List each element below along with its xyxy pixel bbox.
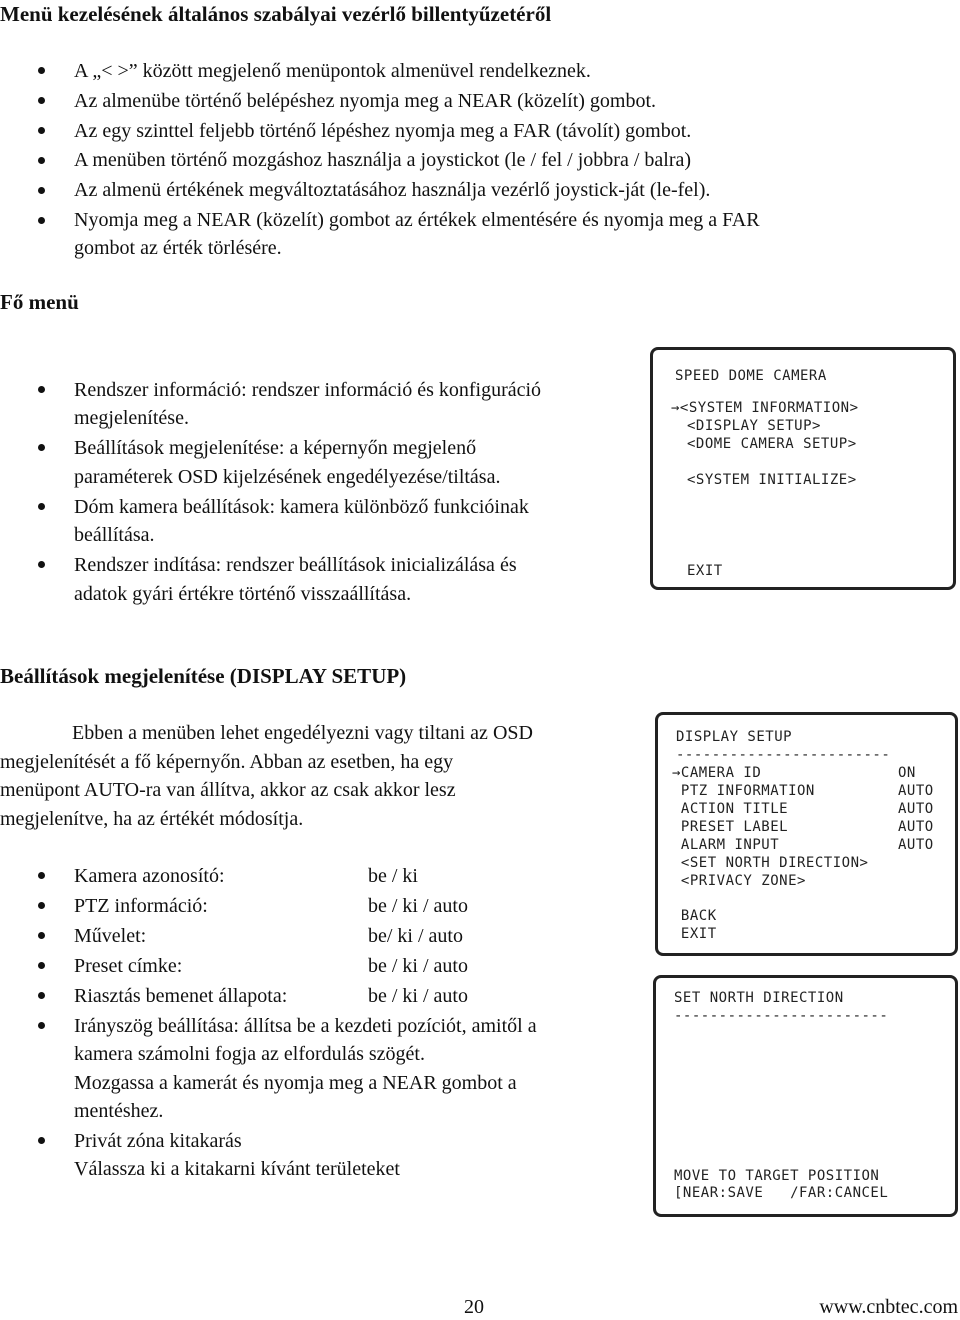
main-menu-item-3-cont: beállítása. [74, 524, 155, 546]
main-menu-item-2-cont: paraméterek OSD kijelzésének engedélyezése/tiltása. [74, 466, 501, 488]
bullet [38, 1022, 45, 1029]
page-number: 20 [464, 1296, 484, 1318]
option-value: be / ki [368, 865, 418, 887]
option-label: PTZ információ: [74, 895, 208, 917]
option-label: Riasztás bemenet állapota: [74, 985, 288, 1007]
option-value: be / ki / auto [368, 985, 468, 1007]
screen-row-value: AUTO [898, 837, 934, 853]
screen-title: SPEED DOME CAMERA [675, 368, 827, 384]
bullet [38, 561, 45, 568]
main-menu-item-1: Rendszer információ: rendszer információ és konfiguráció [74, 379, 542, 401]
bullet [38, 157, 45, 164]
display-setup-screen [655, 712, 958, 956]
option-value: be / ki / auto [368, 955, 468, 977]
screen-row-label: PRESET LABEL [672, 819, 789, 835]
bullet [38, 902, 45, 909]
screen-exit: EXIT [687, 563, 723, 579]
rule-item-3: Az egy szinttel feljebb történő lépéshez nyomja meg a FAR (távolít) gombot. [74, 120, 692, 142]
privacy-line-1: Privát zóna kitakarás [74, 1130, 242, 1152]
screen-row-label: →CAMERA ID [672, 765, 762, 781]
screen-submenu: <SET NORTH DIRECTION> [672, 855, 869, 871]
section-title-menu-rules: Menü kezelésének általános szabályai vezérlő billentyűzetéről [0, 2, 552, 26]
rule-item-2: Az almenübe történő belépéshez nyomja meg a NEAR (közelít) gombot. [74, 90, 657, 112]
intro-line-2: megjelenítését a fő képernyőn. Abban az esetben, ha egy [0, 751, 454, 773]
bullet [38, 503, 45, 510]
section-title-display-setup: Beállítások megjelenítése (DISPLAY SETUP) [0, 664, 407, 688]
screen-row-label: ALARM INPUT [672, 837, 780, 853]
direction-line-3: Mozgassa a kamerát és nyomja meg a NEAR gombot a [74, 1072, 517, 1094]
bullet [38, 992, 45, 999]
intro-line-3: menüpont AUTO-ra van állítva, akkor az csak akkor lesz [0, 779, 456, 801]
screen-divider: ------------------------ [674, 1008, 889, 1024]
screen-row-value: AUTO [898, 801, 934, 817]
main-menu-item-4: Rendszer indítása: rendszer beállítások inicializálása és [74, 554, 517, 576]
screen-item: <SYSTEM INITIALIZE> [687, 472, 857, 488]
screen-row-value: AUTO [898, 819, 934, 835]
screen-item: <DISPLAY SETUP> [687, 418, 821, 434]
direction-line-4: mentéshez. [74, 1100, 164, 1122]
section-title-main-menu: Fő menü [0, 290, 79, 314]
set-north-direction-screen [653, 975, 958, 1217]
main-menu-item-2: Beállítások megjelenítése: a képernyőn megjelenő [74, 437, 477, 459]
bullet [38, 386, 45, 393]
screen-title: DISPLAY SETUP [676, 729, 793, 745]
option-value: be/ ki / auto [368, 925, 463, 947]
bullet [38, 67, 45, 74]
screen-row-value: AUTO [898, 783, 934, 799]
option-value: be / ki / auto [368, 895, 468, 917]
rule-item-6: Nyomja meg a NEAR (közelít) gombot az értékek elmentésére és nyomja meg a FAR [74, 209, 760, 231]
main-menu-screen [650, 347, 956, 590]
screen-row-label: ACTION TITLE [672, 801, 789, 817]
screen-row-label: PTZ INFORMATION [672, 783, 815, 799]
direction-line-1: Irányszög beállítása: állítsa be a kezdeti pozíciót, amitől a [74, 1015, 537, 1037]
website: www.cnbtec.com [819, 1296, 958, 1318]
bullet [38, 97, 45, 104]
bullet [38, 932, 45, 939]
main-menu-item-3: Dóm kamera beállítások: kamera különböző funkcióinak [74, 496, 529, 518]
screen-instruction: MOVE TO TARGET POSITION [674, 1168, 880, 1184]
screen-instruction: [NEAR:SAVE /FAR:CANCEL [674, 1185, 889, 1201]
screen-divider: ------------------------ [676, 747, 891, 763]
main-menu-item-1-cont: megjelenítése. [74, 407, 189, 429]
screen-row-value: ON [898, 765, 916, 781]
privacy-line-2: Válassza ki a kitakarni kívánt területeket [74, 1158, 400, 1180]
bullet [38, 187, 45, 194]
bullet [38, 127, 45, 134]
screen-back: BACK [672, 908, 717, 924]
rule-item-6-cont: gombot az érték törlésére. [74, 237, 282, 259]
bullet [38, 962, 45, 969]
rule-item-1: A „< >” között megjelenő menüpontok almenüvel rendelkeznek. [74, 60, 591, 82]
option-label: Kamera azonosító: [74, 865, 225, 887]
screen-title: SET NORTH DIRECTION [674, 990, 844, 1006]
intro-line-4: megjelenítve, ha az értékét módosítja. [0, 808, 304, 830]
rule-item-4: A menüben történő mozgáshoz használja a joystickot (le / fel / jobbra / balra) [74, 149, 692, 171]
screen-exit: EXIT [672, 926, 717, 942]
screen-item: →<SYSTEM INFORMATION> [671, 400, 859, 416]
bullet [38, 872, 45, 879]
intro-line-1: Ebben a menüben lehet engedélyezni vagy tiltani az OSD [72, 722, 533, 744]
main-menu-item-4-cont: adatok gyári értékre történő visszaállítása. [74, 583, 412, 605]
option-label: Művelet: [74, 925, 147, 947]
bullet [38, 444, 45, 451]
direction-line-2: kamera számolni fogja az elfordulás szögét. [74, 1043, 425, 1065]
screen-submenu: <PRIVACY ZONE> [672, 873, 806, 889]
rule-item-5: Az almenü értékének megváltoztatásához használja vezérlő joystick-ját (le-fel). [74, 179, 711, 201]
bullet [38, 217, 45, 224]
option-label: Preset címke: [74, 955, 183, 977]
screen-item: <DOME CAMERA SETUP> [687, 436, 857, 452]
bullet [38, 1137, 45, 1144]
